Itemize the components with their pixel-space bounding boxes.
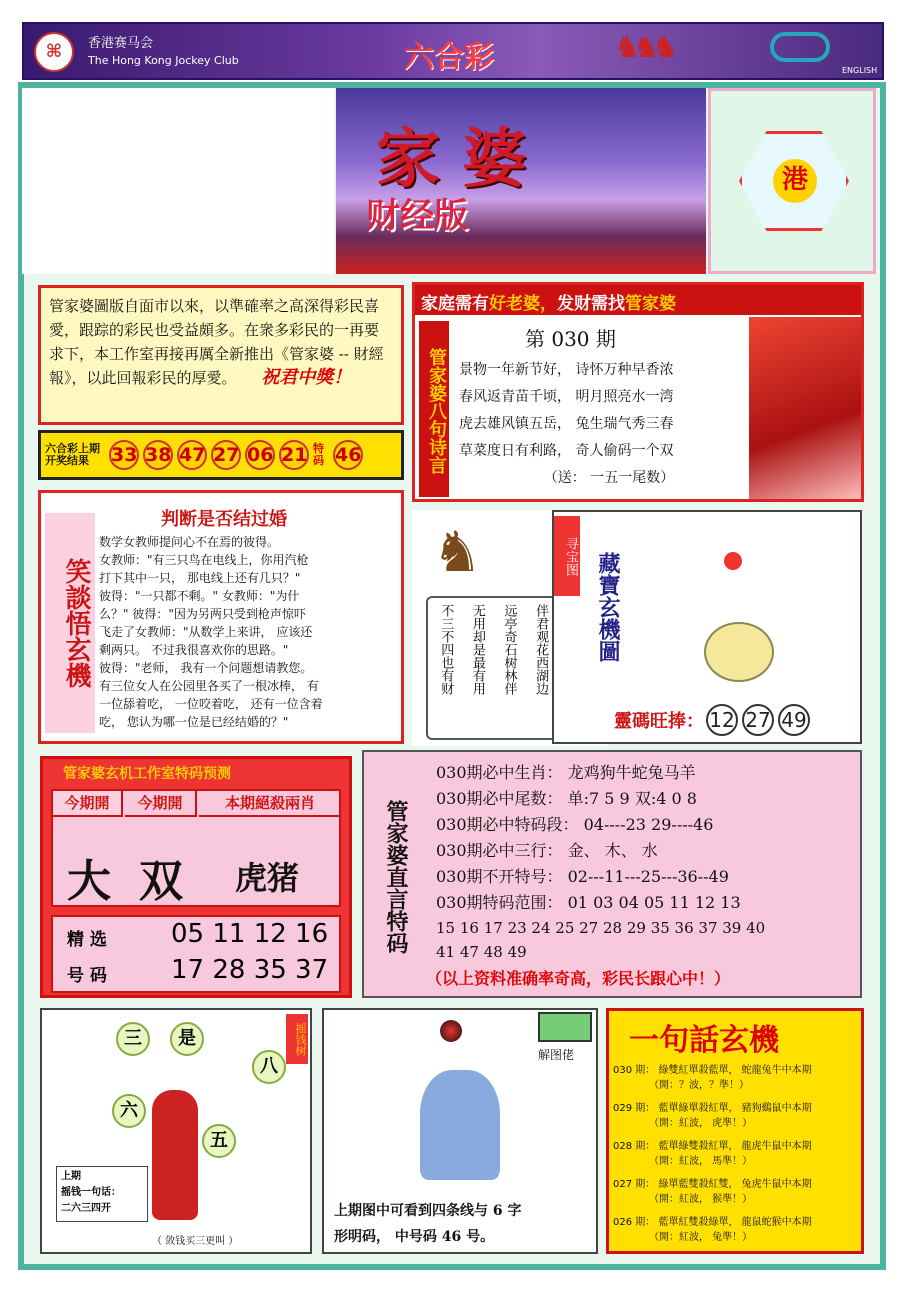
poem-note: （送： 一五一尾数） xyxy=(543,470,675,486)
special-number: 46 xyxy=(333,440,363,470)
last-draw-label: 六合彩上期开奖结果 xyxy=(45,442,100,467)
draw-number: 47 xyxy=(177,440,207,470)
forecast-col1: 今期開 xyxy=(53,791,123,817)
direct-row: 030期必中生肖： 龙鸡狗牛蛇兔马羊 xyxy=(436,763,696,782)
scroll-col: 不三不四也有财 xyxy=(438,604,454,695)
picks-table xyxy=(51,915,341,993)
bride-image xyxy=(749,317,861,499)
puzzle-tag-icon xyxy=(538,1012,592,1042)
joke-lines xyxy=(99,533,401,731)
draw-number: 21 xyxy=(279,440,309,470)
banner-title: 家 婆 xyxy=(376,122,527,197)
forecast-col2: 今期開 xyxy=(125,791,197,817)
poem-issue: 第 030 期 xyxy=(525,327,616,351)
header-bar xyxy=(22,22,884,80)
joke-line: 彼得："老师， 我有一个问题想请教您。 xyxy=(99,661,313,675)
poem-line: 草菜度日有利路， 奇人偷码一个双 xyxy=(459,443,674,459)
poem-line: 景物一年新节好， 诗怀万种早香浓 xyxy=(459,362,674,378)
riddle-item-a: 030 期： 綠雙紅單殺藍單， 蛇龍兔牛中本期 xyxy=(613,1065,812,1076)
picks-label-a: 精 选 xyxy=(67,930,107,950)
riddle-item-a: 026 期： 藍單紅雙殺綠單， 龍鼠蛇猴中本期 xyxy=(613,1217,812,1228)
tree-tag: 摇钱树 xyxy=(286,1014,308,1064)
riddle-item-a: 027 期： 綠單藍雙殺紅雙， 兔虎牛鼠中本期 xyxy=(613,1179,812,1190)
joke-line: 数学女教师提问心不在焉的彼得。 xyxy=(99,535,280,549)
puzzle-tag: 解图佬 xyxy=(538,1048,575,1062)
last-draw-box xyxy=(38,430,404,480)
draw-number: 33 xyxy=(109,440,139,470)
forecast-col3: 本期絕殺兩肖 xyxy=(199,791,341,817)
poem-side-label: 管家婆八句诗言 xyxy=(419,321,449,497)
picks-a: 05 11 12 16 xyxy=(171,919,329,949)
direct-side: 管家婆直言特码 xyxy=(383,800,409,954)
scroll-col: 伴君观花西湖边 xyxy=(533,604,549,695)
horses-icon: ♞♞♞ xyxy=(614,30,671,65)
riddle-list xyxy=(613,1063,861,1245)
tree-note-a: 上期 xyxy=(61,1171,81,1182)
tree-fruit: 八 xyxy=(252,1050,286,1084)
direct-row: 030期必中特码段： 04----23 29----46 xyxy=(436,815,714,834)
joke-side-label: 笑談悟玄機 xyxy=(45,513,95,733)
horse-rider-icon: ♞ xyxy=(432,520,483,585)
joke-line: 打下其中一只， 那电线上还有几只？" xyxy=(99,571,301,585)
treasure-side: 藏寶玄機圖 xyxy=(595,552,621,662)
direct-row: 030期不开特号： 02---11---25---36--49 xyxy=(436,867,729,886)
tree-note-c: 二六三四开 xyxy=(61,1203,111,1214)
intro-box xyxy=(38,285,404,425)
sun-icon xyxy=(724,552,742,570)
poem-banner-c: 发财需找 xyxy=(557,294,625,314)
poem-banner-b: 好老婆， xyxy=(489,294,557,314)
puzzle-text-b: 形明码， 中号码 46 号。 xyxy=(334,1229,495,1245)
hkjc-logo-icon[interactable]: ⌘ xyxy=(34,32,74,72)
tree-fruit: 六 xyxy=(112,1094,146,1128)
club-name-en: The Hong Kong Jockey Club xyxy=(88,54,239,67)
riddle-item-b: （開：紅波， 虎準！） xyxy=(649,1118,753,1129)
joke-line: 剩两只。 不过我很喜欢你的思路。" xyxy=(99,643,289,657)
emblem-char: 港 xyxy=(773,159,817,203)
banner xyxy=(336,88,706,274)
poem-banner xyxy=(415,285,861,315)
treasure-number: 12 xyxy=(706,704,738,736)
scroll-col: 无用却是最有用 xyxy=(469,604,485,695)
forecast-v1: 大 xyxy=(67,856,111,907)
joke-line: 吃， 您认为哪一位是已经结婚的？" xyxy=(99,715,289,729)
direct-rows xyxy=(436,760,856,916)
direct-row: 030期必中三行： 金、 木、 水 xyxy=(436,841,658,860)
joke-box xyxy=(38,490,404,744)
rabbit-icon xyxy=(704,622,774,682)
treasure-box xyxy=(552,510,862,744)
english-link[interactable]: ENGLISH xyxy=(842,66,878,75)
tree-note xyxy=(56,1166,148,1222)
riddle-item-b: （開：？波，？準！） xyxy=(649,1080,749,1091)
joke-line: 飞走了女教师："从数学上来讲， 应该还 xyxy=(99,625,313,639)
scroll-col: 远亭奇石树林伴 xyxy=(501,604,517,695)
intro-text: 管家婆圖版自面市以來，以準確率之高深得彩民喜愛，跟踪的彩民也受益頗多。在衆多彩民的一再要求下，本工作室再接再厲全新推出《管家婆 -- 財經報》，以此回報彩民的厚愛。 xyxy=(49,297,384,387)
banner-subtitle: 财经版 xyxy=(366,196,468,236)
forecast-title: 管家婆玄机工作室特码预测 xyxy=(63,766,231,782)
tree-box xyxy=(40,1008,312,1254)
poem-banner-a: 家庭需有 xyxy=(421,294,489,314)
riddle-item-a: 029 期： 藍單綠單殺紅單， 豬狗鷄鼠中本期 xyxy=(613,1103,812,1114)
direct-range-line: 15 16 17 23 24 25 27 28 29 35 36 37 39 40 xyxy=(436,919,766,937)
joke-line: 一位舔着吃， 一位咬着吃， 还有一位含着 xyxy=(99,697,323,711)
banner-emblem-panel xyxy=(708,88,876,274)
riddle-item-a: 028 期： 藍單綠雙殺紅單， 龍虎牛鼠中本期 xyxy=(613,1141,812,1152)
blank-area xyxy=(22,88,334,274)
header-title: 六合彩 xyxy=(404,40,494,75)
lottery-logo-icon[interactable] xyxy=(770,32,830,62)
riddle-item-b: （開：紅波， 猴準！） xyxy=(649,1194,753,1205)
forecast-v3: 虎猪 xyxy=(235,859,300,897)
tree-trunk xyxy=(152,1090,198,1220)
forecast-v2: 双 xyxy=(139,856,183,907)
poem-box xyxy=(412,282,864,502)
club-name-cn: 香港赛马会 xyxy=(88,36,154,51)
draw-number: 06 xyxy=(245,440,275,470)
treasure-number: 27 xyxy=(742,704,774,736)
joke-title: 判断是否结过婚 xyxy=(161,509,287,530)
puzzle-box xyxy=(322,1008,598,1254)
tree-fruit: 是 xyxy=(170,1022,204,1056)
tree-fruit: 五 xyxy=(202,1124,236,1158)
draw-number: 38 xyxy=(143,440,173,470)
direct-range xyxy=(436,916,860,964)
forecast-box xyxy=(40,756,352,998)
special-label: 特码 xyxy=(313,442,324,467)
joke-line: 有三位女人在公园里各买了一根冰棒， 有 xyxy=(99,679,319,693)
tree-note-b: 摇钱一句话： xyxy=(61,1187,121,1198)
intro-slogan: 祝君中獎！ xyxy=(261,367,352,388)
joke-line: 女教师："有三只鸟在电线上，你用汽枪 xyxy=(99,553,309,567)
riddle-item-b: （開：紅波， 兔準！） xyxy=(649,1232,753,1243)
joke-line: 彼得："一只都不剩。" 女教师："为什 xyxy=(99,589,300,603)
poem-line: 虎去雄风镇五岳， 兔生瑞气秀三春 xyxy=(459,416,674,432)
poem-lines xyxy=(459,357,759,492)
draw-number: 27 xyxy=(211,440,241,470)
tree-fruit: 三 xyxy=(116,1022,150,1056)
picks-label-b: 号 码 xyxy=(67,966,107,986)
direct-box xyxy=(362,750,862,998)
joke-line: 么？" 彼得："因为另两只受到枪声惊吓 xyxy=(99,607,306,621)
riddle-box xyxy=(606,1008,864,1254)
treasure-numbers xyxy=(614,704,812,736)
poem-line: 春风返青苗千顷， 明月照亮水一湾 xyxy=(459,389,674,405)
treasure-label: 靈碼旺捧： xyxy=(614,711,704,732)
direct-footer: （以上资料准确率奇高，彩民长跟心中！） xyxy=(426,969,731,988)
picks-b: 17 28 35 37 xyxy=(171,955,329,985)
ball-icon xyxy=(440,1020,462,1042)
poem-banner-d: 管家婆 xyxy=(625,294,676,314)
riddle-title: 一句話玄機 xyxy=(629,1023,779,1058)
direct-row: 030期特码范围： 01 03 04 05 11 12 13 xyxy=(436,893,741,912)
direct-row: 030期必中尾数： 单:7 5 9 双:4 0 8 xyxy=(436,789,697,808)
forecast-table xyxy=(51,789,341,907)
direct-range-line: 41 47 48 49 xyxy=(436,943,527,961)
rabbit-illustration xyxy=(644,542,854,692)
puzzle-text-a: 上期图中可看到四条线与 6 字 xyxy=(334,1203,522,1219)
treasure-number: 49 xyxy=(778,704,810,736)
seal-illustration xyxy=(420,1070,500,1180)
riddle-item-b: （開：紅波， 馬準！） xyxy=(649,1156,753,1167)
treasure-tag: 寻宝图 xyxy=(554,516,580,596)
tree-caption: （ 敛钱买三更叫 ） xyxy=(152,1236,239,1247)
